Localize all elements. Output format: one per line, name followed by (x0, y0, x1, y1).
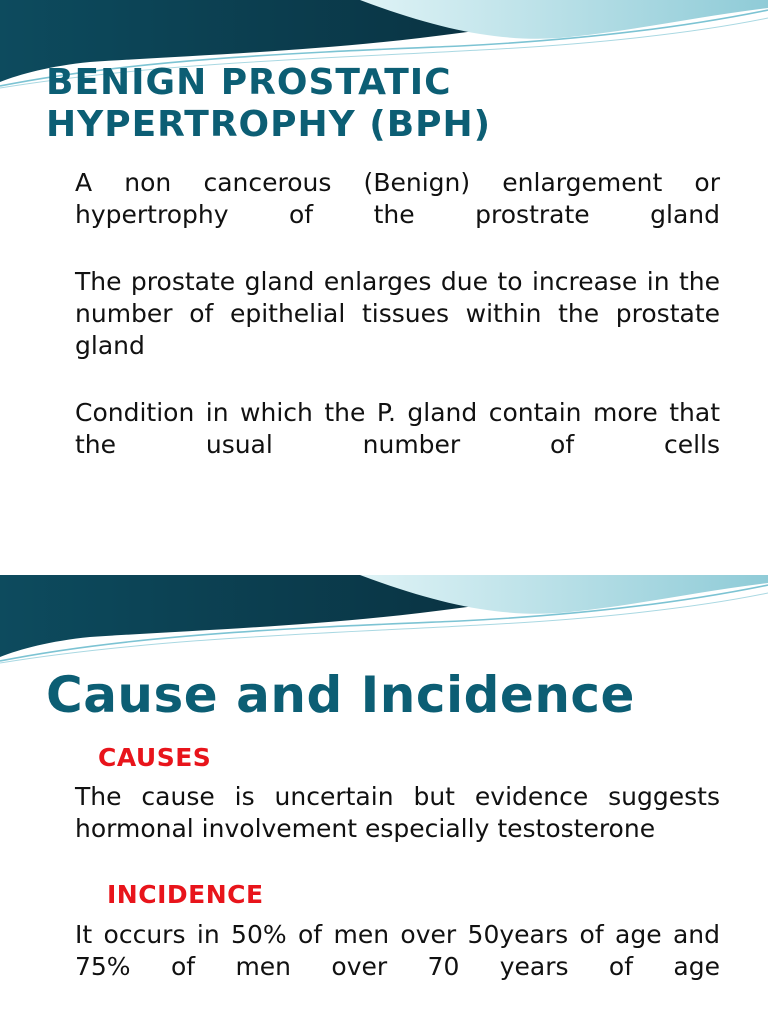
slide-divider (0, 560, 768, 575)
wave-banner (0, 575, 768, 665)
slide-title: Cause and Incidence (46, 666, 635, 724)
incidence-heading: INCIDENCE (107, 880, 264, 909)
definition-paragraph: A non cancerous (Benign) enlargement or hypertrophy of the prostrate gland (75, 168, 720, 229)
enlargement-paragraph: The prostate gland enlarges due to increase in the number of epithelial tissues within the prostate gland (75, 267, 720, 360)
causes-paragraph: The cause is uncertain but evidence suggests hormonal involvement especially testosterone (75, 782, 720, 843)
slide-cause-incidence (0, 575, 768, 1024)
condition-paragraph: Condition in which the P. gland contain more that the usual number of cells (75, 398, 720, 459)
slide-title: BENIGN PROSTATIC HYPERTROPHY (BPH) (46, 62, 492, 145)
incidence-paragraph: It occurs in 50% of men over 50years of age and 75% of men over 70 years of age (75, 920, 720, 981)
causes-heading: CAUSES (98, 743, 212, 772)
